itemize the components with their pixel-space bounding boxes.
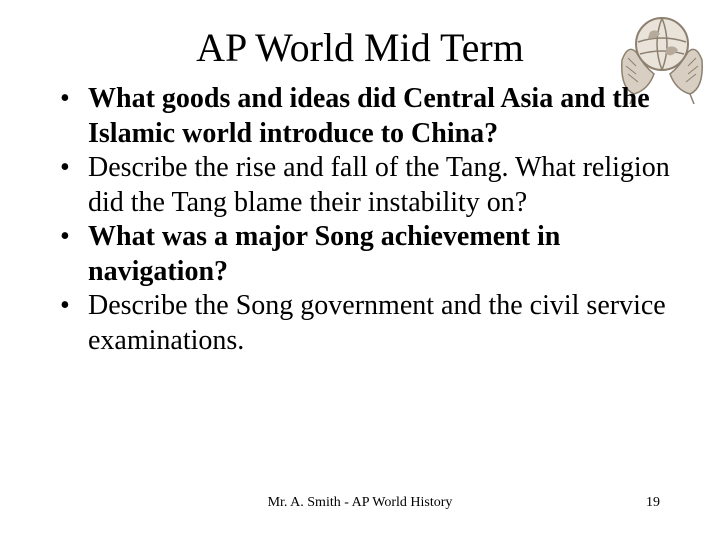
- question-item: [60, 289, 690, 358]
- question-text: What goods and ideas did Central Asia and the Islamic world introduce to China?: [88, 83, 650, 149]
- question-text: Describe the rise and fall of the Tang. What religion did the Tang blame their instability on?: [88, 152, 670, 218]
- question-item: [60, 220, 690, 289]
- question-text: Describe the Song government and the civil service examinations.: [88, 290, 666, 356]
- slide-footer: Mr. A. Smith - AP World History: [267, 495, 453, 510]
- question-item: [60, 151, 690, 220]
- question-text: What was a major Song achievement in navigation?: [88, 221, 561, 287]
- slide-title: AP World Mid Term: [196, 25, 524, 70]
- bullet-icon: •: [60, 290, 70, 321]
- question-list: [60, 82, 690, 358]
- slide-number: 19: [646, 495, 660, 510]
- bullet-icon: •: [60, 221, 70, 252]
- question-item: [60, 82, 690, 151]
- bullet-icon: •: [60, 152, 70, 183]
- bullet-icon: •: [60, 83, 70, 114]
